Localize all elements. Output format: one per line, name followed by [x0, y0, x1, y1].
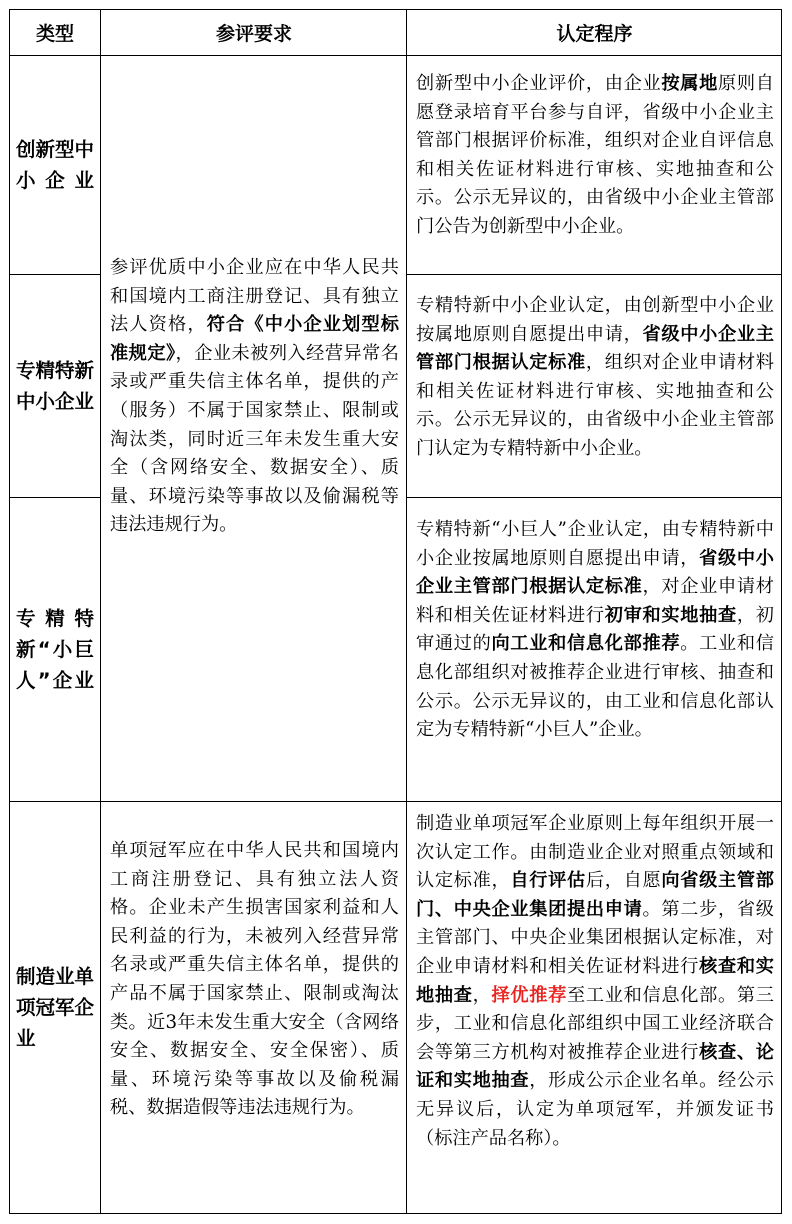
procedure-little-giant	[407, 516, 782, 745]
type-label: 专精特新“小巨人”企业	[16, 607, 94, 692]
body-text: 单项冠军应在中华人民共和国境内工商注册登记、具有独立法人资格。企业未产生损害国家利益和人民利益的行为，未被列入经营异常名录或严重失信主体名单，提供的产品不属于国家禁止、限制或淘汰类。近3年未发生重大安全（含网络安全、数据安全、安全保密）、质量、环境污染等事故以及偷税漏税、数据造假等违法违规行为。	[110, 840, 399, 1119]
body-text: 至工业和信息化部。第三步，工业和信息化部组织中国工业经济联合会等第三方机构对被推荐企业进行	[416, 984, 774, 1063]
bold-text: 按属地	[661, 73, 719, 94]
type-label: 专精特新中小企业	[16, 359, 95, 413]
criteria-table	[9, 9, 782, 1214]
procedure-champion	[407, 810, 782, 1153]
bold-text: 省级中小企业主管部门根据认定标准	[416, 323, 774, 374]
grid-line	[9, 1213, 782, 1214]
body-text: ，初审通过的	[416, 604, 774, 655]
highlight-text: 择优推荐	[491, 984, 568, 1006]
procedure-specialized	[407, 292, 782, 464]
body-text: 。工业和信息化部组织对被推荐企业进行审核、抽查和公示。公示无异议的，由工业和信息化部认定为专精特新“小巨人”企业。	[416, 633, 774, 741]
bold-text: 初审和实地抽查	[604, 604, 737, 626]
bold-text: 核查、论证和实地抽查	[416, 1041, 774, 1092]
type-cell-champion	[9, 802, 101, 1213]
bold-text: 向工业和信息化部推荐	[491, 633, 681, 655]
body-text: 原则自愿登录培育平台参与自评，省级中小企业主管部门根据评价标准，组织对企业自评信息和相关佐证材料进行审核、实地抽查和公示。公示无异议的，由省级中小企业主管部门公告为创新型中小企业。	[416, 73, 774, 237]
body-text: ，	[472, 984, 492, 1006]
body-text: ，形成公示企业名单。经公示无异议后，认定为单项冠军，并颁发证书（标注产品名称）。	[416, 1070, 774, 1149]
body-text: 专精特新中小企业认定，由创新型中小企业按属地原则自愿提出申请，	[416, 295, 774, 345]
body-text: 创新型中小企业评价，由企业	[416, 73, 662, 94]
body-text: 参评优质中小企业应在中华人民共和国境内工商注册登记、具有独立法人资格，	[110, 257, 399, 336]
bold-text: 符合《中小企业划型标准规定》	[110, 314, 399, 364]
requirements-champion	[101, 837, 407, 1123]
bold-text: 自行评估	[510, 870, 586, 892]
body-text: ，组织对企业申请材料和相关佐证材料进行审核、实地抽查和公示。公示无异议的，由省级中小企业主管部门认定为专精特新中小企业。	[416, 352, 774, 459]
procedure-innovative	[407, 70, 782, 242]
body-text: 后，自愿	[585, 870, 662, 892]
body-text: 。第二步，省级主管部门、中央企业集团根据认定标准，对企业申请材料和相关佐证材料进行	[416, 898, 774, 977]
header-procedure: 认定程序	[556, 23, 633, 45]
grid-line	[9, 801, 782, 802]
bold-text: 向省级主管部门、中央企业集团提出申请	[416, 870, 774, 920]
header-type: 类型	[35, 23, 74, 45]
grid-line	[407, 497, 782, 498]
type-cell-innovative	[9, 56, 101, 274]
bold-text: 核查和实地抽查	[416, 955, 774, 1006]
bold-text: 省级中小企业主管部门根据认定标准	[416, 547, 774, 598]
grid-line	[407, 274, 782, 275]
body-text: 专精特新“小巨人”企业认定，由专精特新中小企业按属地原则自愿提出申请，	[416, 519, 774, 569]
requirements-sme	[101, 254, 407, 540]
type-label: 创新型中小企业	[16, 138, 95, 192]
body-text: 制造业单项冠军企业原则上每年组织开展一次认定工作。由制造业企业对照重点领域和认定标准，	[416, 813, 774, 892]
type-cell-little-giant	[9, 498, 101, 801]
type-label: 制造业单项冠军企业	[16, 965, 95, 1050]
header-requirements: 参评要求	[215, 23, 292, 45]
body-text: ，企业未被列入经营异常名录或严重失信主体名单，提供的产（服务）不属于国家禁止、限制或淘汰类，同时近三年未发生重大安全（含网络安全、数据安全）、质量、环境污染等事故以及偷漏税等违法违规行为。	[110, 342, 399, 536]
body-text: ，对企业申请材料和相关佐证材料进行	[416, 576, 774, 626]
type-cell-specialized	[9, 275, 101, 497]
